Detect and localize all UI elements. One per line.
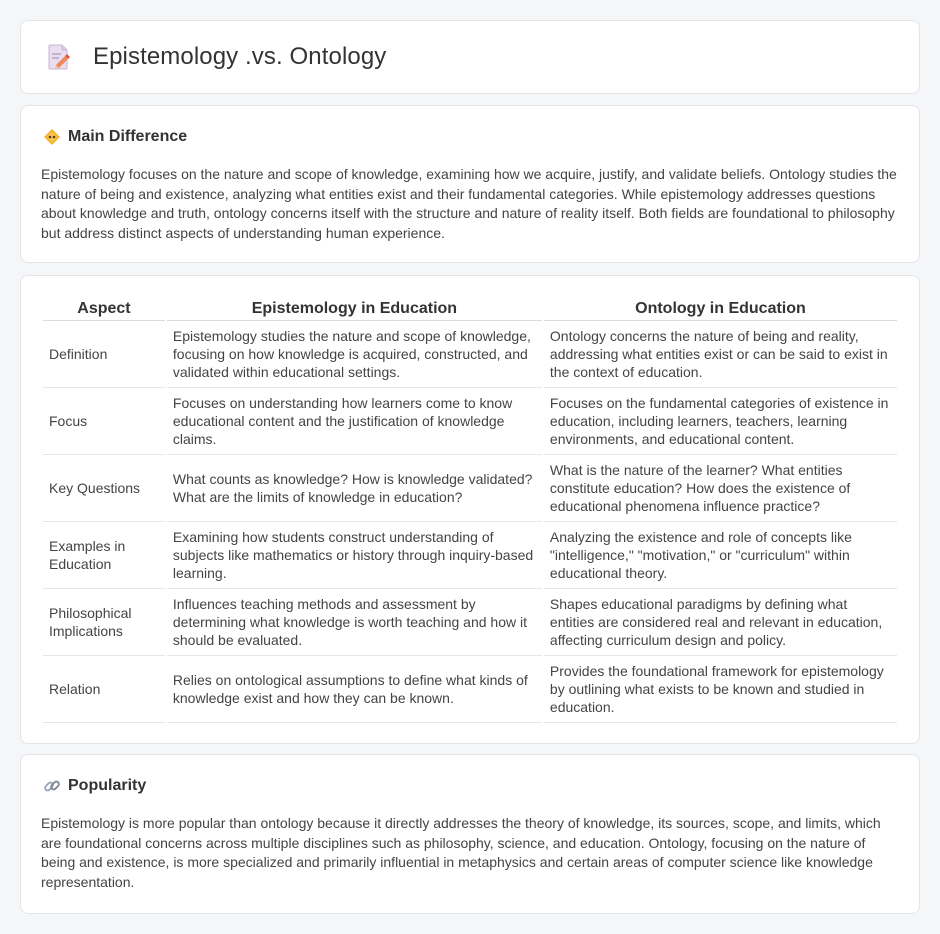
table-row (43, 589, 897, 656)
row-epistemology: Focuses on understanding how learners come to know educational content and the justification of knowledge claims. (167, 388, 542, 455)
header-ontology: Ontology in Education (544, 295, 897, 321)
row-epistemology: Influences teaching methods and assessment by determining what knowledge is worth teaching and how it should be evaluated. (167, 589, 542, 656)
comparison-card (20, 275, 920, 744)
table-row (43, 388, 897, 455)
row-ontology: Analyzing the existence and role of concepts like "intelligence," "motivation," or "curriculum" within educational theory. (544, 522, 897, 589)
main-difference-card (20, 105, 920, 263)
header-aspect: Aspect (43, 295, 165, 321)
popularity-text: Epistemology is more popular than ontology because it directly addresses the theory of knowledge, its sources, scope, and limits, which are foundational concerns across multiple disciplines such as philosophy, science, and education. Ontology, focusing on the nature of being and existence, is more specialized and primarily influential in metaphysics and certain areas of computer science like knowledge representation. (41, 815, 881, 890)
table-row (43, 455, 897, 522)
row-ontology: What is the nature of the learner? What entities constitute education? How does the existence of educational phenomena influence practice? (544, 455, 897, 522)
row-aspect: Philosophical Implications (43, 589, 165, 656)
header-card (20, 20, 920, 94)
row-epistemology: Examining how students construct understanding of subjects like mathematics or history through inquiry-based learning. (167, 522, 542, 589)
row-epistemology: Relies on ontological assumptions to define what kinds of knowledge exist and how they can be known. (167, 656, 542, 723)
row-epistemology: Epistemology studies the nature and scope of knowledge, focusing on how knowledge is acquired, constructed, and validated within educational settings. (167, 321, 542, 388)
row-aspect: Focus (43, 388, 165, 455)
table-row (43, 656, 897, 723)
table-row (43, 522, 897, 589)
document-pen-icon (47, 43, 71, 71)
comparison-table (41, 295, 899, 723)
row-epistemology: What counts as knowledge? How is knowledge validated? What are the limits of knowledge in education? (167, 455, 542, 522)
page-title: Epistemology .vs. Ontology (93, 43, 387, 70)
main-difference-title: Main Difference (68, 128, 188, 145)
row-aspect: Examples in Education (43, 522, 165, 589)
popularity-title: Popularity (68, 777, 147, 794)
diamond-badge-icon (43, 128, 61, 146)
link-icon (43, 777, 61, 795)
row-aspect: Relation (43, 656, 165, 723)
main-difference-text: Epistemology focuses on the nature and scope of knowledge, examining how we acquire, justify, and validate beliefs. Ontology studies the nature of being and existence, analyzing what entities exist and their fundamental categories. While epistemology addresses questions about knowledge and truth, ontology concerns itself with the structure and nature of reality itself. Both fields are foundational to philosophy but address distinct aspects of understanding human experience. (41, 166, 897, 241)
row-ontology: Provides the foundational framework for epistemology by outlining what exists to be known and studied in education. (544, 656, 897, 723)
row-aspect: Definition (43, 321, 165, 388)
row-ontology: Focuses on the fundamental categories of existence in education, including learners, teachers, learning environments, and educational content. (544, 388, 897, 455)
row-ontology: Shapes educational paradigms by defining what entities are considered real and relevant in education, affecting curriculum design and policy. (544, 589, 897, 656)
table-header-row (43, 295, 897, 321)
popularity-card (20, 754, 920, 914)
row-aspect: Key Questions (43, 455, 165, 522)
table-row (43, 321, 897, 388)
header-epistemology: Epistemology in Education (167, 295, 542, 321)
row-ontology: Ontology concerns the nature of being and reality, addressing what entities exist or can be said to exist in the context of education. (544, 321, 897, 388)
